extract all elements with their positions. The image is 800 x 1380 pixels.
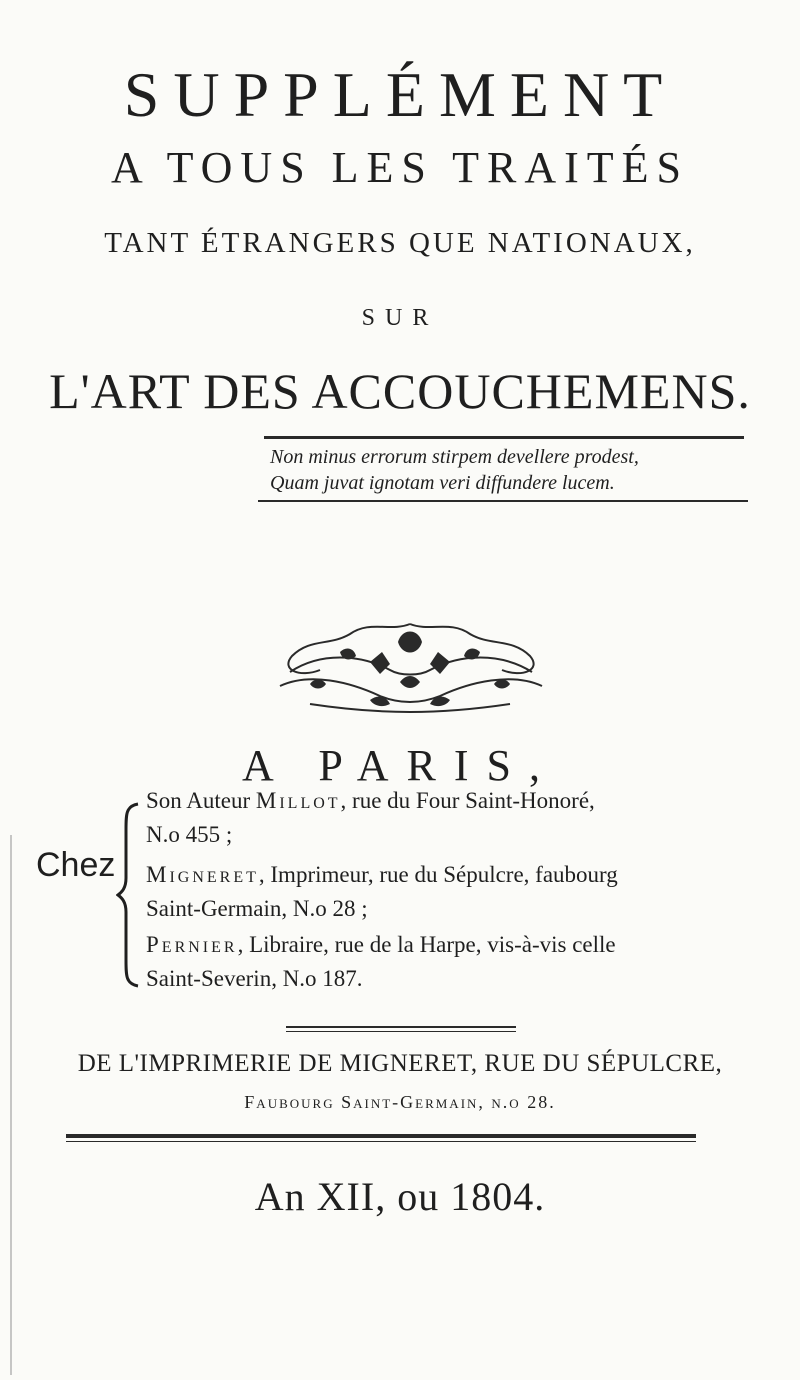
epigraph <box>270 444 770 496</box>
publication-date: An XII, ou 1804. <box>254 1174 546 1219</box>
page-edge-shadow <box>10 835 12 1375</box>
seller-2-address: , Imprimeur, rue du Sépulcre, faubourg <box>258 862 618 887</box>
title-tant-etrangers: TANT ÉTRANGERS QUE NATIONAUX, <box>104 227 696 259</box>
title-art-des-accouchemens: L'ART DES ACCOUCHEMENS. <box>49 363 751 419</box>
seller-1-line-1 <box>146 788 595 814</box>
chez-label: Chez <box>36 846 116 884</box>
imprint-line-2: Faubourg Saint-Germain, n.o 28. <box>244 1092 556 1112</box>
seller-1-prefix: Son Auteur <box>146 788 256 813</box>
seller-3-address: , Libraire, rue de la Harpe, vis-à-vis celle <box>237 932 616 957</box>
imprint-top-rule <box>286 1026 516 1028</box>
seller-2-line-2: Saint-Germain, N.o 28 ; <box>146 896 368 921</box>
imprint-bottom-rule-thick <box>66 1134 696 1138</box>
title-sur: SUR <box>361 305 439 331</box>
seller-2-name: Migneret <box>146 862 259 887</box>
epigraph-line-1: Non minus errorum stirpem devellere prodest, <box>270 446 639 468</box>
seller-1-address: , rue du Four Saint-Honoré, <box>340 788 595 813</box>
epigraph-top-rule <box>264 436 744 439</box>
imprint-top-rule-thin <box>286 1031 516 1032</box>
seller-1-line-2: N.o 455 ; <box>146 822 233 847</box>
imprint-line-1: DE L'IMPRIMERIE DE MIGNERET, RUE DU SÉPULCRE, <box>77 1050 723 1077</box>
seller-3-line-1 <box>146 932 616 958</box>
epigraph-bottom-rule <box>258 500 748 502</box>
seller-1-name: Millot <box>255 788 341 813</box>
seller-2-line-1 <box>146 862 618 888</box>
curly-brace-icon <box>116 800 142 990</box>
imprint-bottom-rule-thin <box>66 1141 696 1142</box>
epigraph-line-2: Quam juvat ignotam veri diffundere lucem. <box>270 472 615 494</box>
place-a-paris: A PARIS, <box>241 741 559 790</box>
title-a-tous-les-traites: A TOUS LES TRAITÉS <box>111 143 689 192</box>
seller-3-line-2: Saint-Severin, N.o 187. <box>146 966 363 991</box>
printers-ornament-icon <box>250 612 570 722</box>
title-supplement: SUPPLÉMENT <box>123 59 677 130</box>
seller-3-name: Pernier <box>146 932 238 957</box>
